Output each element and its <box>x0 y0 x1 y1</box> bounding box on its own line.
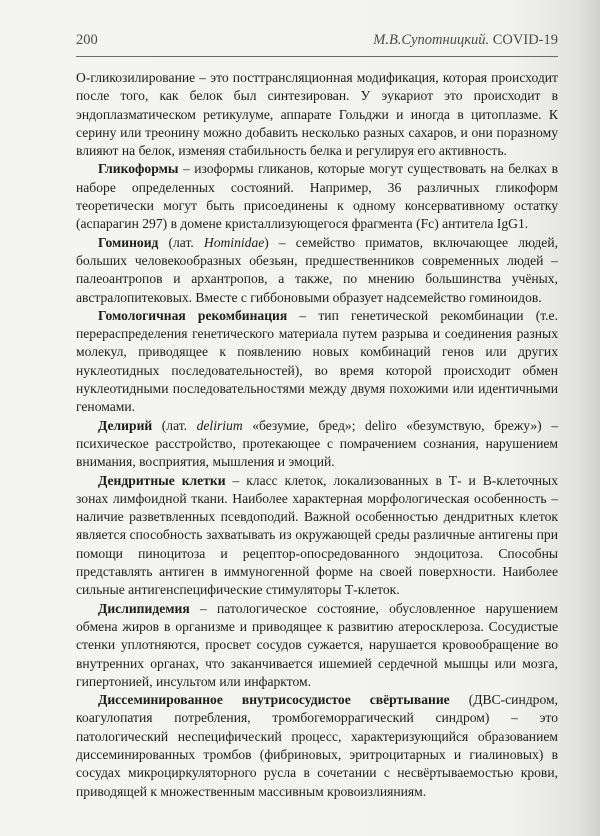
entry-term: Дендритные клетки <box>98 472 226 488</box>
entry-homologous-recombination <box>76 307 558 417</box>
entry-definition: – тип генетической рекомбинации (т.е. перераспределения генетического материала путем разрыва и соединения разных молекул, приводящее к появлению новых комбинаций генов или других нуклеотидных последовательностей), во время которой происходит обмен нуклеотидными последовательностями между двумя похожими или идентичными геномами. <box>76 307 558 415</box>
page-header <box>76 32 558 49</box>
entry-hominoid: Гоминоид (лат. Hominidae) – семейство приматов, включающее людей, больших человекообразных обезьян, предшественников современных людей – палеоантропов и архантропов, а также, по мнению большинства учёных, австралопитековых. Вместе с гиббоновыми образует надсемейство гоминоидов. <box>76 234 558 305</box>
entry-term: Дислипидемия <box>98 600 190 616</box>
entry-term: Гликоформы <box>98 161 179 177</box>
entry-definition: «безумие, бред»; deliro «безумствую, брежу») – психическое расстройство, протекающее с помрачением сознания, нарушением внимания, восприятия, мышления и эмоций. <box>76 417 558 470</box>
header-rule <box>76 56 558 57</box>
running-author: М.В.Супотницкий. <box>373 32 490 48</box>
entry-dendritic-cells <box>76 472 558 600</box>
running-head <box>373 32 558 49</box>
entry-term: Гоминоид <box>98 234 159 250</box>
page-number: 200 <box>76 32 98 48</box>
latin-name: delirium <box>196 417 243 433</box>
entry-dic <box>76 691 558 801</box>
entry-definition: (ДВС-синдром, коагулопатия потребления, тромбогеморрагический синдром) – это патологический неспецифический процесс, характеризующийся образованием диссеминированных тромбов (фибриновых, эритроцитарных и гиалиновых) в сосудах микроциркуляторного русла в сочетании с несвёртываемостью крови, приводящей к множественным массивным кровоизлияниям. <box>76 692 558 799</box>
entry-definition: ) – семейство приматов, включающее людей, больших человекообразных обезьян, предшественников современных людей – палеоантропов и архантропов, а также, по мнению большинства учёных, австралопитековых. Вместе с гиббоновыми образует надсемейство гоминоидов. <box>76 234 558 305</box>
entry-definition: – патологическое состояние, обусловленное нарушением обмена жиров в организме и приводящее к развитию атеросклероза. Сосудистые стенки уплотняются, просвет сосудов сужается, нарушается кровообращение во внутренних органах, что заканчивается ишемией сердечной мышцы или мозга, гипертонией, инсультом или инфарктом. <box>76 600 558 689</box>
entry-delirium: Делирий (лат. delirium «безумие, бред»; deliro «безумствую, брежу») – психическое расстройство, протекающее с помрачением сознания, нарушением внимания, восприятия, мышления и эмоций. <box>76 417 558 470</box>
entry-glycoforms <box>76 160 558 233</box>
entry-dyslipidemia <box>76 600 558 691</box>
running-title: COVID-19 <box>492 32 558 48</box>
entry-term: Диссеминированное внутрисосудистое свёртывание <box>98 692 450 708</box>
entry-definition: – класс клеток, локализованных в Т- и В-клеточных зонах лимфоидной ткани. Наиболее характерная морфологическая особенность – наличие разветвленных псевдоподий. Важной особенностью дендритных клеток является способность захватывать из окружающей среды различные антигены при помощи пиноцитоза и рецептор-опосредованного эндоцитоза. Способны представлять антиген в иммуногенной форме на своей поверхности. Наиболее сильные антигенспецифические стимуляторы Т-клеток. <box>76 472 558 598</box>
entry-term: Делирий <box>98 417 153 433</box>
glossary-text <box>76 69 558 801</box>
entry-term: Гомологичная рекомбинация <box>98 307 288 323</box>
entry-definition: – изоформы гликанов, которые могут существовать на белках в наборе определенных состояний. Например, 36 различных гликоформ теоретически могут быть присоединены к одному консервативному остатку (аспарагин 297) в домене кристаллизующегося фрагмента (Fc) антитела IgG1. <box>76 161 558 232</box>
latin-name: Hominidae <box>203 234 265 250</box>
paragraph-continuation: О-гликозилирование – это посттрансляционная модификация, которая происходит после того, как белок был синтезирован. У эукариот это происходит в эндоплазматическом ретикулуме, аппарате Гольджи и иногда в цитоплазме. К серину или треонину можно добавить несколько разных сахаров, и они поразному влияют на белок, изменяя стабильность белка и регулируя его активность. <box>76 70 558 159</box>
